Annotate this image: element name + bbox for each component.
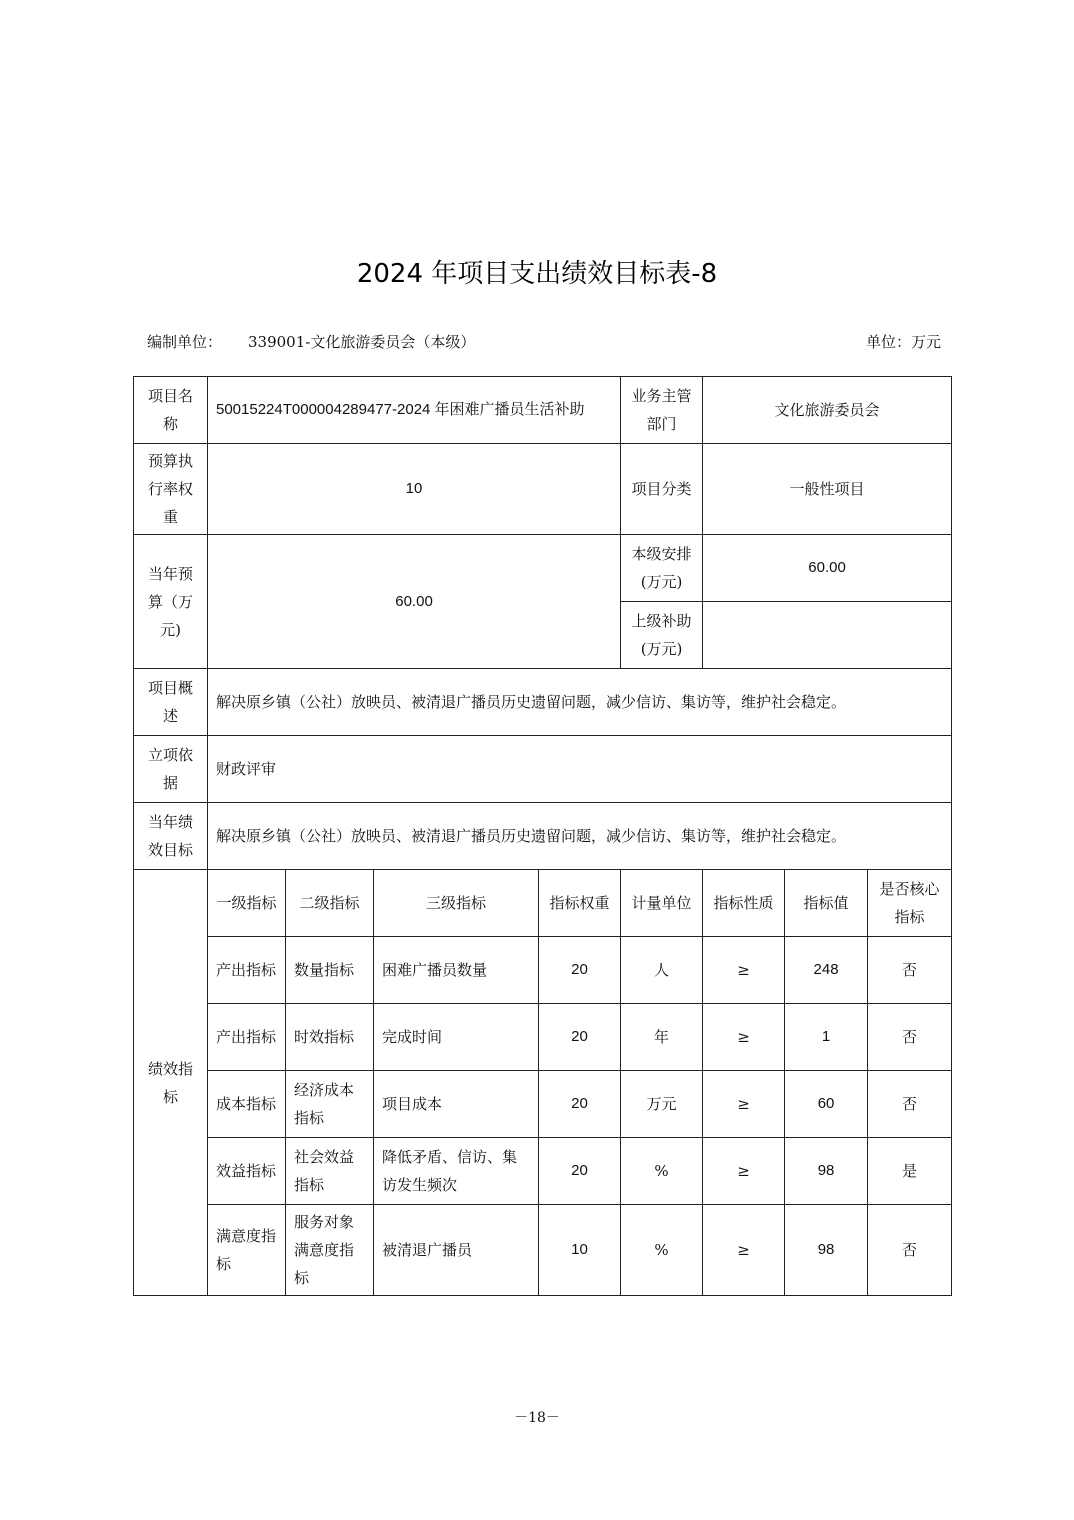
header-unit: 计量单位	[621, 870, 703, 937]
indicator-core: 否	[868, 1004, 952, 1071]
indicator-weight: 20	[539, 1138, 621, 1205]
indicator-nature: ≥	[703, 1138, 785, 1205]
project-name-label: 项目名称	[134, 377, 208, 444]
category-label: 项目分类	[621, 444, 703, 535]
header-level3: 三级指标	[374, 870, 539, 937]
indicator-nature: ≥	[703, 1205, 785, 1296]
local-funding-value: 60.00	[703, 535, 952, 602]
indicator-core: 是	[868, 1138, 952, 1205]
overview-value: 解决原乡镇（公社）放映员、被清退广播员历史遗留问题，减少信访、集访等，维护社会稳定。	[208, 669, 952, 736]
indicator-unit: %	[621, 1205, 703, 1296]
goal-value: 解决原乡镇（公社）放映员、被清退广播员历史遗留问题，减少信访、集访等，维护社会稳定。	[208, 803, 952, 870]
performance-table	[133, 376, 952, 1296]
indicator-level3: 项目成本	[374, 1071, 539, 1138]
page-number: －18－	[514, 1410, 560, 1426]
indicator-unit: 年	[621, 1004, 703, 1071]
dept-label: 业务主管部门	[621, 377, 703, 444]
basis-label: 立项依据	[134, 736, 208, 803]
basis-row	[134, 736, 952, 803]
indicator-level3: 困难广播员数量	[374, 937, 539, 1004]
indicator-nature: ≥	[703, 1071, 785, 1138]
indicator-level1: 满意度指标	[208, 1205, 286, 1296]
header-core: 是否核心指标	[868, 870, 952, 937]
goal-label: 当年绩效目标	[134, 803, 208, 870]
weight-label: 预算执行率权重	[134, 444, 208, 535]
indicator-unit: 万元	[621, 1071, 703, 1138]
indicator-level2: 服务对象满意度指标	[286, 1205, 374, 1296]
indicator-weight: 10	[539, 1205, 621, 1296]
indicator-level2: 时效指标	[286, 1004, 374, 1071]
weight-row	[134, 444, 952, 535]
dept-value: 文化旅游委员会	[703, 377, 952, 444]
local-funding-label: 本级安排(万元)	[621, 535, 703, 602]
indicator-level3: 被清退广播员	[374, 1205, 539, 1296]
indicator-value: 98	[785, 1205, 868, 1296]
project-name-value: 50015224T000004289477-2024 年困难广播员生活补助	[208, 377, 621, 444]
indicator-row	[134, 1004, 952, 1071]
indicator-level2: 经济成本指标	[286, 1071, 374, 1138]
indicator-value: 248	[785, 937, 868, 1004]
header-weight: 指标权重	[539, 870, 621, 937]
indicator-unit: 人	[621, 937, 703, 1004]
header-value: 指标值	[785, 870, 868, 937]
indicator-level3: 完成时间	[374, 1004, 539, 1071]
overview-label: 项目概述	[134, 669, 208, 736]
header-nature: 指标性质	[703, 870, 785, 937]
indicator-core: 否	[868, 1071, 952, 1138]
budget-row	[134, 535, 952, 602]
indicator-weight: 20	[539, 1004, 621, 1071]
indicator-row	[134, 1205, 952, 1296]
indicator-value: 60	[785, 1071, 868, 1138]
indicator-nature: ≥	[703, 937, 785, 1004]
indicator-level2: 数量指标	[286, 937, 374, 1004]
currency-unit: 单位：万元	[865, 333, 941, 351]
indicator-row	[134, 1071, 952, 1138]
indicator-core: 否	[868, 937, 952, 1004]
budget-label: 当年预算（万元)	[134, 535, 208, 669]
indicator-level1: 产出指标	[208, 1004, 286, 1071]
indicator-level2: 社会效益指标	[286, 1138, 374, 1205]
indicator-section-label: 绩效指标	[134, 870, 208, 1296]
indicator-nature: ≥	[703, 1004, 785, 1071]
indicator-level1: 成本指标	[208, 1071, 286, 1138]
category-value: 一般性项目	[703, 444, 952, 535]
page-title: 2024 年项目支出绩效目标表-8	[356, 259, 718, 289]
project-name-row	[134, 377, 952, 444]
org-label: 编制单位：	[147, 333, 223, 351]
org-value: 339001-文化旅游委员会（本级）	[248, 333, 476, 351]
indicator-weight: 20	[539, 937, 621, 1004]
indicator-unit: %	[621, 1138, 703, 1205]
upper-funding-value	[703, 602, 952, 669]
indicator-header-row	[134, 870, 952, 937]
indicator-weight: 20	[539, 1071, 621, 1138]
indicator-row	[134, 937, 952, 1004]
basis-value: 财政评审	[208, 736, 952, 803]
indicator-value: 98	[785, 1138, 868, 1205]
weight-value: 10	[208, 444, 621, 535]
indicator-level3: 降低矛盾、信访、集访发生频次	[374, 1138, 539, 1205]
budget-value: 60.00	[208, 535, 621, 669]
goal-row	[134, 803, 952, 870]
header-level1: 一级指标	[208, 870, 286, 937]
header-level2: 二级指标	[286, 870, 374, 937]
indicator-row	[134, 1138, 952, 1205]
indicator-level1: 效益指标	[208, 1138, 286, 1205]
overview-row	[134, 669, 952, 736]
upper-funding-label: 上级补助(万元)	[621, 602, 703, 669]
indicator-level1: 产出指标	[208, 937, 286, 1004]
indicator-value: 1	[785, 1004, 868, 1071]
indicator-core: 否	[868, 1205, 952, 1296]
